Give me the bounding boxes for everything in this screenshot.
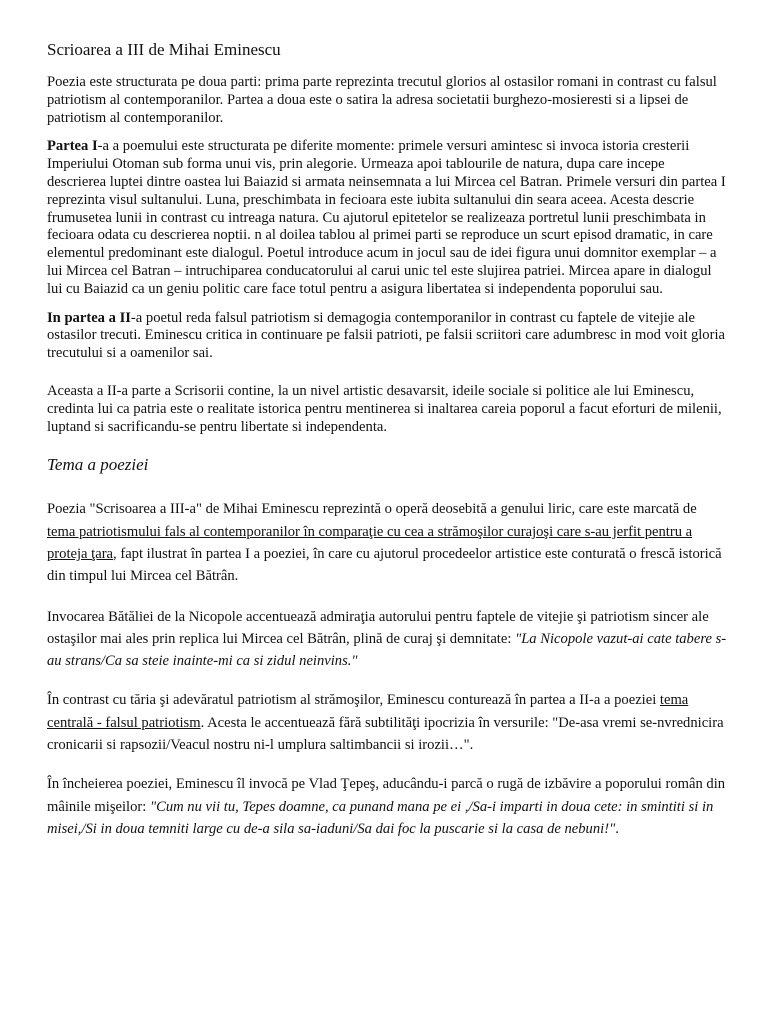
document-title: Scrioarea a III de Mihai Eminescu xyxy=(47,40,281,59)
theme-paragraph-3 xyxy=(47,689,727,756)
theme-paragraph-2 xyxy=(47,606,727,673)
document-content xyxy=(47,38,727,840)
theme-paragraph-4 xyxy=(47,773,727,840)
part1-lead: Partea I xyxy=(47,138,98,155)
theme-p3-after: . Acesta le accentuează fără subtilităţi ipocrizia în versurile: "De-asa vremi se-nvrednicira cronicarii si rapsozii/Veacul nostru ni-l umplura saltimbancii si irozii…". xyxy=(47,714,724,754)
theme-p4-quote: "Cum nu vii tu, Tepes doamne, ca punand mana pe ei ,/Sa-i imparti in doua cete: in smintiti si in misei,/Si in doua temniti large cu de-a sila sa-iaduni/Sa dai foc la puscarie si la casa de nebuni!" xyxy=(47,798,714,837)
section-theme xyxy=(47,498,727,840)
theme-p1-before: Poezia "Scrisoarea a III-a" de Mihai Eminescu reprezintă o operă deosebită a genului liric, care este marcată de xyxy=(47,501,697,518)
theme-paragraph-1 xyxy=(47,498,727,587)
part2-text: -a poetul reda falsul patriotism si demagogia contemporanilor in contrast cu faptele de vitejie ale ostasilor trecuti. Eminescu critica in continuare pe falsii patrioti, pe falsii scriitori care adumbresc in mod voit gloria trecutului si a oamenilor sai. xyxy=(47,309,725,362)
part2-paragraph xyxy=(47,310,727,363)
theme-p1-after: , fapt ilustrat în partea I a poeziei, în care cu ajutorul procedeelor artistice este conturată o frescă istorică din timpul lui Mircea cel Bătrân. xyxy=(47,545,722,585)
part1-paragraph xyxy=(47,138,727,298)
theme-p2-text: Invocarea Bătăliei de la Nicopole accentuează admiraţia autorului pentru faptele de vitejie şi patriotism sincer ale ostaşilor mai ales prin replica lui Mircea cel Bătrân, plină de curaj şi demnitate: xyxy=(47,608,709,647)
section-intro xyxy=(47,38,727,436)
intro-paragraph: Poezia este structurata pe doua parti: prima parte reprezinta trecutul glorios al ostasilor romani in contrast cu falsul patriotism al contemporanilor. Partea a doua este o satira la adresa societatii burghezo-mosieresti si a lipsei de patriotism al contemporanilor. xyxy=(47,74,717,126)
conclusion-paragraph: Aceasta a II-a parte a Scrisorii contine, la un nivel artistic desavarsit, ideile sociale si politice ale lui Eminescu, credinta lui ca patria este o realitate istorica pentru mentinerea si inaltarea careia poporul a facut eforturi de milenii, luptand si sacrificandu-se pentru libertate si independenta. xyxy=(47,382,722,435)
theme-p2-quote: "La Nicopole vazut-ai cate tabere s-au strans/Ca sa steie inainte-mi ca si zidul neinvins." xyxy=(47,630,727,670)
part2-lead: In partea a II xyxy=(47,309,131,326)
theme-heading: Tema a poeziei xyxy=(47,455,149,475)
theme-p4-end: . xyxy=(615,820,619,837)
theme-p3-before: În contrast cu tăria şi adevăratul patriotism al strămoşilor, Eminescu conturează în partea a II-a a poeziei xyxy=(47,692,660,709)
theme-p1-underlined: tema patriotismului fals al contemporanilor în comparaţie cu cea a strămoşilor curajoşi care s-au jerfit pentru a proteja ţara xyxy=(47,523,693,562)
part1-text: -a a poemului este structurata pe diferite momente: primele versuri amintesc si invoca istoria cresterii Imperiului Otoman sub forma unui vis, prin alegorie. Urmeaza apoi tablourile de natura, dupa care incepe descrierea luptei dintre oastea lui Baiazid si armata neinsemnata a lui Mircea cel Batran. Primele versuri din partea I reprezinta visul sultanului. Luna, preschimbata in fecioara este iubita sultanului din seara aceea. Acesta descrie frumusetea lunii in contrast cu intreaga natura. Cu ajutorul epitetelor se realizeaza portretul lunii preschimbata in fecioara odata cu descrierea noptii. n al doilea tablou al primei parti se reproduce un scurt episod dramatic, in care elementul predominant este dialogul. Poetul introduce acum in jocul sau de idei figura unui domnitor exemplar – a lui Mircea cel Batran – intruchiparea conducatorului al carui unic tel este slujirea patriei. Mircea apare in dialogul lui cu Baiazid ca un geniu politic care face totul pentru a asigura libertatea si independenta poporului sau. xyxy=(47,138,726,297)
theme-p3-underlined: tema centrală - falsul patriotism xyxy=(47,692,689,731)
theme-p4-text: În încheierea poeziei, Eminescu îl invocă pe Vlad Ţepeş, aducându-i parcă o rugă de izbăvire a poporului român din mâinile mişeilor: xyxy=(47,776,726,815)
